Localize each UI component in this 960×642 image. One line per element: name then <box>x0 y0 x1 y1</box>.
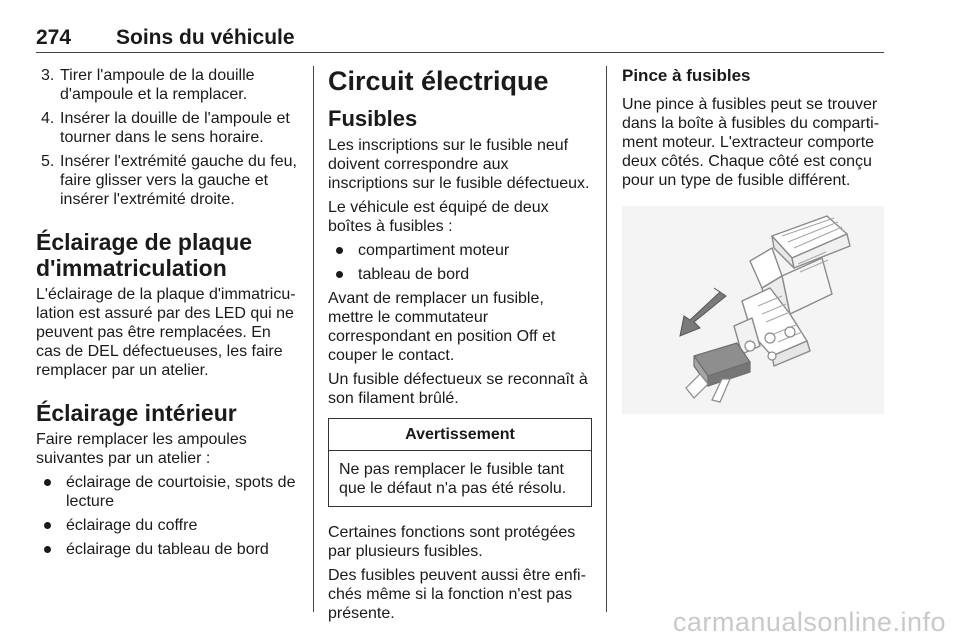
fuses-paragraph-3: Avant de remplacer un fusible, mettre le commutateur correspondant en position Off et couper le contact. <box>328 290 556 364</box>
step-item <box>36 66 298 104</box>
bullet-icon <box>336 271 343 278</box>
bulb-steps-list <box>36 66 298 209</box>
step-number: 4. <box>41 110 55 127</box>
column-right <box>622 66 884 414</box>
list-item-text: éclairage du coffre <box>66 517 198 534</box>
list-item <box>328 265 592 284</box>
plate-light-heading: Éclairage de plaque d'immatriculation <box>36 229 253 281</box>
page-number: 274 <box>36 26 72 49</box>
warning-box <box>328 418 592 507</box>
fuses-heading: Fusibles <box>328 106 418 131</box>
interior-light-text: Faire remplacer les ampoules suivantes par un atelier : <box>36 431 247 467</box>
fuses-paragraph-6: Des fusibles peuvent aussi être enfichés même si la fonction n'est pas présente. <box>328 567 586 622</box>
fuse-puller-icon <box>622 206 884 414</box>
step-number: 5. <box>41 153 55 170</box>
fuses-paragraph-1: Les inscriptions sur le fusible neuf doivent correspondre aux inscriptions sur le fusible défectueux. <box>328 137 590 192</box>
fuses-paragraph-4: Un fusible défectueux se reconnaît à son filament brûlé. <box>328 371 588 407</box>
fuse-puller-text: Une pince à fusibles peut se trouver dans la boîte à fusibles du compartiment moteur. L'extracteur comporte deux côtés. Chaque côté est conçu pour un type de fusible différent. <box>622 96 880 189</box>
list-item <box>328 241 592 260</box>
fuse-puller-illustration <box>622 206 884 414</box>
step-number: 3. <box>41 67 55 84</box>
step-item <box>36 152 298 209</box>
column-divider-1 <box>313 66 314 612</box>
list-item-text: compartiment moteur <box>358 242 510 259</box>
step-text: Insérer l'extrémité gauche du feu, faire glisser vers la gauche et insérer l'extrémité droite. <box>60 153 297 208</box>
list-item-text: éclairage du tableau de bord <box>66 541 269 558</box>
watermark: carmanualsonline.info <box>672 607 946 637</box>
interior-light-list <box>36 473 298 559</box>
step-item <box>36 109 298 147</box>
bullet-icon <box>44 522 51 529</box>
list-item <box>36 540 298 559</box>
list-item-text: tableau de bord <box>358 266 470 283</box>
bullet-icon <box>336 247 343 254</box>
bullet-icon <box>44 479 51 486</box>
plate-light-text: L'éclairage de la plaque d'immatriculation est assuré par des LED qui ne peuvent pas être remplacées. En cas de DEL défectueuses, les faire remplacer par un atelier. <box>36 286 296 379</box>
warning-title: Avertissement <box>329 419 591 451</box>
list-item <box>36 516 298 535</box>
fuses-paragraph-5: Certaines fonctions sont protégées par plusieurs fusibles. <box>328 524 576 560</box>
interior-light-heading: Éclairage intérieur <box>36 400 237 426</box>
warning-text: Ne pas remplacer le fusible tant que le défaut n'a pas été résolu. <box>339 461 567 497</box>
fuse-box-list <box>328 241 592 284</box>
list-item <box>36 473 298 511</box>
column-left <box>36 66 298 564</box>
fuse-puller-heading: Pince à fusibles <box>622 66 751 85</box>
section-title: Soins du véhicule <box>116 26 295 49</box>
step-text: Insérer la douille de l'ampoule et tourner dans le sens horaire. <box>60 110 290 146</box>
fuses-paragraph-2: Le véhicule est équipé de deux boîtes à fusibles : <box>328 199 549 235</box>
chapter-title: Circuit électrique <box>328 66 549 96</box>
step-text: Tirer l'ampoule de la douille d'ampoule et la remplacer. <box>60 67 255 103</box>
column-divider-2 <box>606 66 607 612</box>
page-header <box>36 26 884 53</box>
column-middle <box>328 66 592 628</box>
list-item-text: éclairage de courtoisie, spots de lecture <box>66 474 296 510</box>
bullet-icon <box>44 546 51 553</box>
